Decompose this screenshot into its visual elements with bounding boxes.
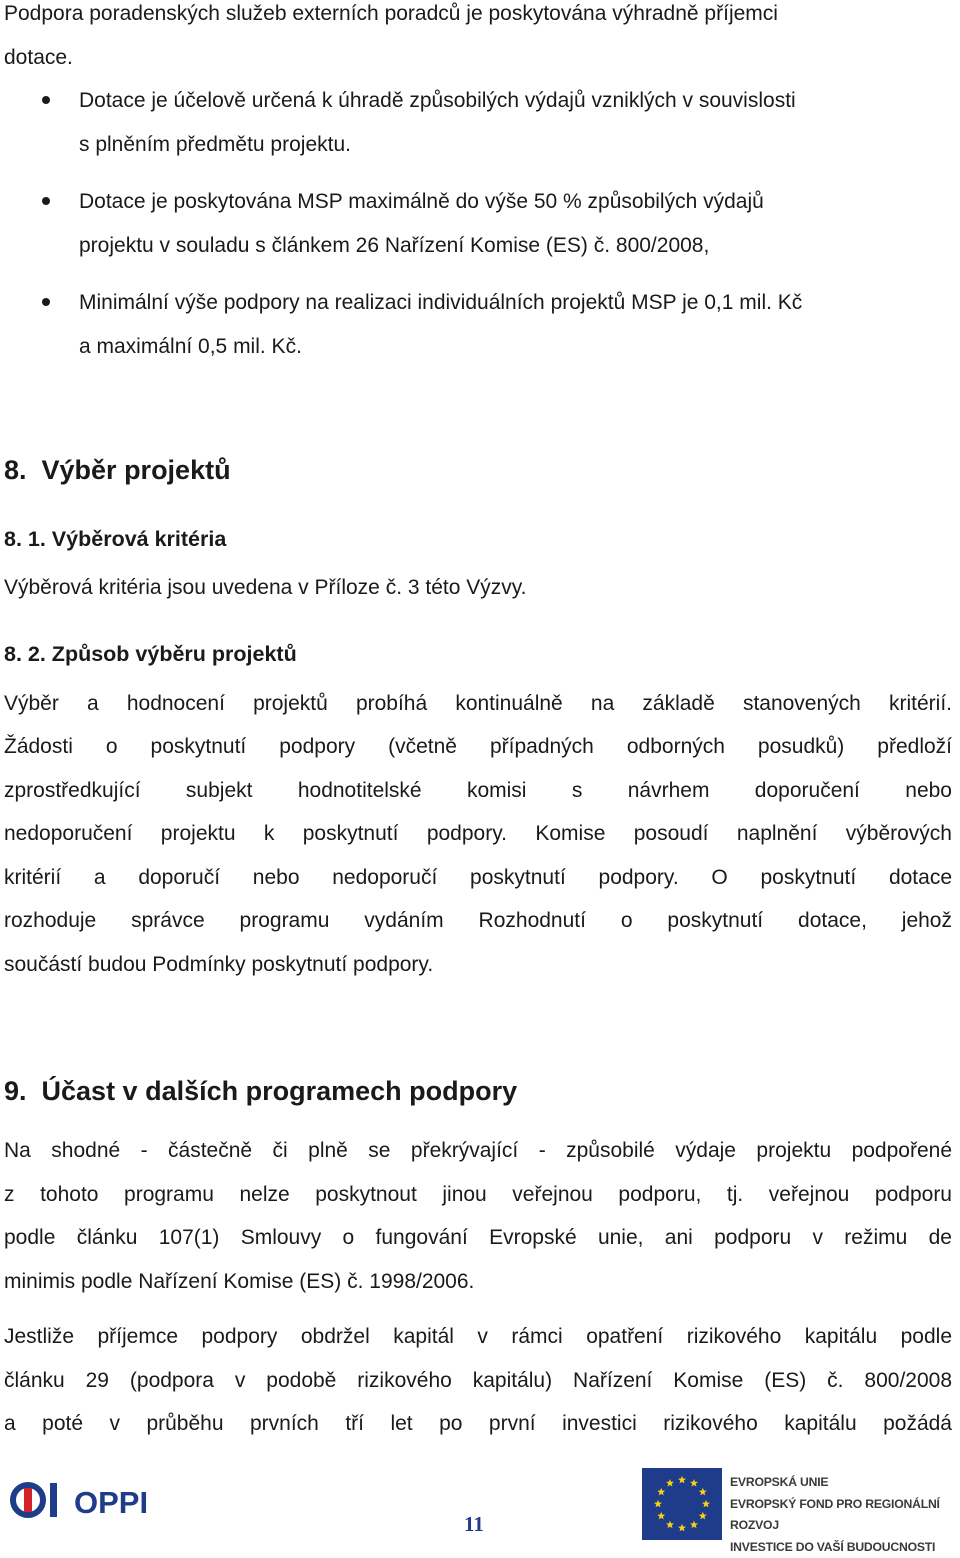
- text-line: Na shodné - částečně či plně se překrývající - způsobilé výdaje projektu podpořené: [4, 1129, 952, 1173]
- section-8-1-text: Výběrová kritéria jsou uvedena v Příloze č. 3 této Výzvy.: [4, 566, 952, 610]
- oppi-logo-text: OPPI: [74, 1485, 148, 1520]
- section-8-1-heading: 8. 1. Výběrová kritéria: [4, 519, 952, 559]
- intro-line-2: dotace.: [4, 36, 952, 80]
- section-8-heading: 8. Výběr projektů: [4, 450, 952, 490]
- text-line: zprostředkující subjekt hodnotitelské komisi s návrhem doporučení nebo: [4, 769, 952, 813]
- bullet-icon: [42, 96, 50, 104]
- eu-text: [730, 1472, 958, 1558]
- text-line: součástí budou Podmínky poskytnutí podpory.: [4, 943, 952, 987]
- text-line: článku 29 (podpora v podobě rizikového kapitálu) Nařízení Komise (ES) č. 800/2008: [4, 1359, 952, 1403]
- bullet-icon: [42, 197, 50, 205]
- section-9-paragraph-2: [4, 1315, 952, 1446]
- bullet-line: a maximální 0,5 mil. Kč.: [79, 335, 302, 358]
- section-8-2-paragraph: [4, 682, 952, 987]
- text-line: a poté v průběhu prvních tří let po první investici rizikového kapitálu požádá: [4, 1402, 952, 1446]
- text-line: Žádosti o poskytnutí podpory (včetně případných odborných posudků) předloží: [4, 725, 952, 769]
- bullet-line: Dotace je poskytována MSP maximálně do výše 50 % způsobilých výdajů: [79, 190, 764, 213]
- document-page: [4, 0, 952, 1446]
- eu-line: EVROPSKÝ FOND PRO REGIONÁLNÍ ROZVOJ: [730, 1494, 958, 1537]
- text-line: kritérií a doporučí nebo nedoporučí poskytnutí podpory. O poskytnutí dotace: [4, 856, 952, 900]
- eu-logo: [642, 1468, 958, 1540]
- text-line: minimis podle Nařízení Komise (ES) č. 1998/2006.: [4, 1260, 952, 1304]
- text-line: z tohoto programu nelze poskytnout jinou veřejnou podporu, tj. veřejnou podporu: [4, 1173, 952, 1217]
- eu-line: INVESTICE DO VAŠÍ BUDOUCNOSTI: [730, 1537, 958, 1558]
- bullet-line: Minimální výše podpory na realizaci individuálních projektů MSP je 0,1 mil. Kč: [79, 291, 802, 314]
- bullet-line: s plněním předmětu projektu.: [79, 133, 351, 156]
- text-line: podle článku 107(1) Smlouvy o fungování Evropské unie, ani podporu v režimu de: [4, 1216, 952, 1260]
- eu-flag-icon: [642, 1468, 722, 1540]
- text-line: Výběr a hodnocení projektů probíhá kontinuálně na základě stanovených kritérií.: [4, 682, 952, 726]
- section-9-paragraph-1: [4, 1129, 952, 1303]
- text-line: rozhoduje správce programu vydáním Rozhodnutí o poskytnutí dotace, jehož: [4, 899, 952, 943]
- page-number: 11: [464, 1512, 484, 1537]
- page-footer: [0, 1462, 960, 1543]
- bullet-icon: [42, 298, 50, 306]
- bullet-item: [4, 79, 952, 166]
- bullet-list: [4, 79, 952, 368]
- bullet-item: [4, 180, 952, 267]
- intro-line-1: Podpora poradenských služeb externích poradců je poskytována výhradně příjemci: [4, 0, 952, 36]
- oppi-logo: [10, 1480, 170, 1520]
- text-line: nedoporučení projektu k poskytnutí podpory. Komise posoudí naplnění výběrových: [4, 812, 952, 856]
- bullet-line: Dotace je účelově určená k úhradě způsobilých výdajů vzniklých v souvislosti: [79, 89, 796, 112]
- bullet-item: [4, 281, 952, 368]
- section-9-heading: 9. Účast v dalších programech podpory: [4, 1071, 952, 1111]
- section-8-2-heading: 8. 2. Způsob výběru projektů: [4, 634, 952, 674]
- text-line: Jestliže příjemce podpory obdržel kapitál v rámci opatření rizikového kapitálu podle: [4, 1315, 952, 1359]
- eu-line: EVROPSKÁ UNIE: [730, 1472, 958, 1494]
- bullet-line: projektu v souladu s článkem 26 Nařízení Komise (ES) č. 800/2008,: [79, 234, 709, 257]
